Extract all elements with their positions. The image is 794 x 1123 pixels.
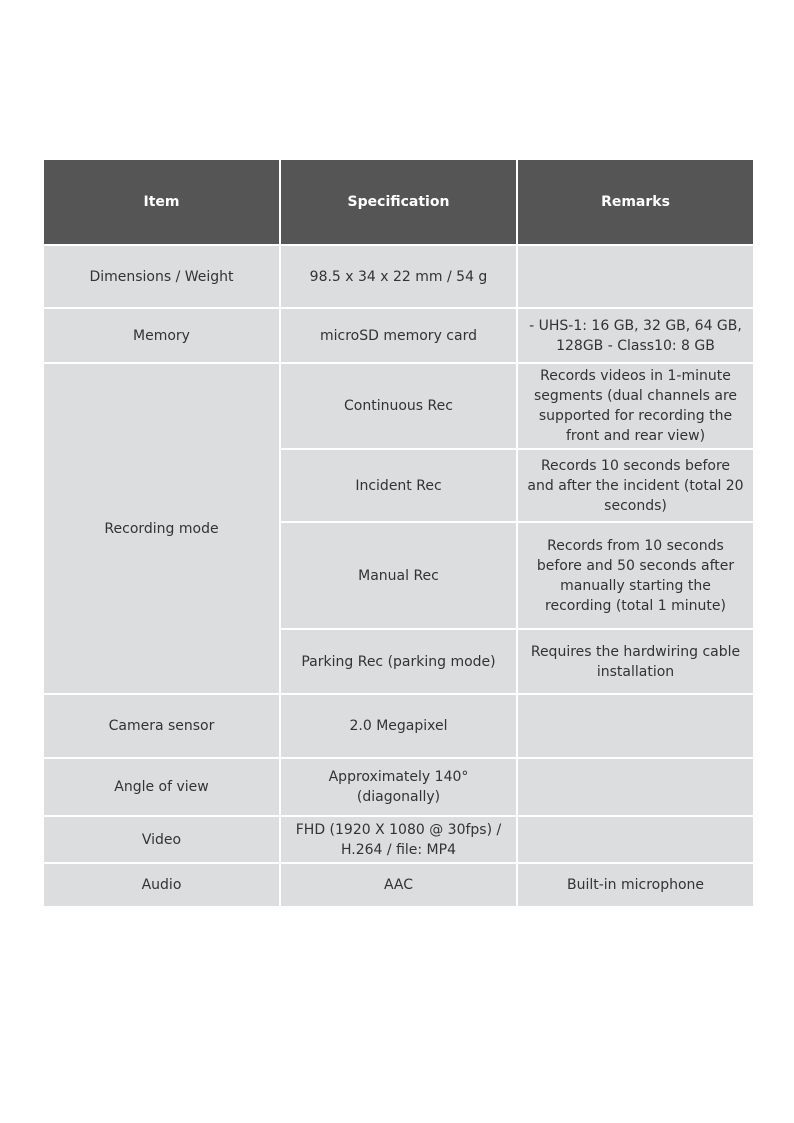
remarks-cell [517,816,754,863]
specification-cell: AAC [280,863,517,907]
remarks-cell: Records 10 seconds before and after the incident (total 20 seconds) [517,449,754,522]
header-item: Item [43,159,280,245]
specification-cell: Parking Rec (parking mode) [280,629,517,694]
item-cell: Audio [43,863,280,907]
header-specification: Specification [280,159,517,245]
table-row [43,308,754,363]
spec-table [42,158,755,908]
table-row [43,816,754,863]
table-row [43,758,754,816]
specification-cell: Approximately 140° (diagonally) [280,758,517,816]
specification-cell: microSD memory card [280,308,517,363]
table-row [43,694,754,758]
item-cell: Dimensions / Weight [43,245,280,308]
remarks-cell [517,694,754,758]
table-row [43,363,754,449]
table-row [43,245,754,308]
specification-cell: 98.5 x 34 x 22 mm / 54 g [280,245,517,308]
item-cell: Memory [43,308,280,363]
item-cell: Camera sensor [43,694,280,758]
remarks-cell: Built-in microphone [517,863,754,907]
remarks-cell: - UHS-1: 16 GB, 32 GB, 64 GB, 128GB - Class10: 8 GB [517,308,754,363]
item-cell: Angle of view [43,758,280,816]
remarks-cell: Records videos in 1-minute segments (dual channels are supported for recording the front and rear view) [517,363,754,449]
table-row [43,863,754,907]
specification-cell: 2.0 Megapixel [280,694,517,758]
specification-cell: Manual Rec [280,522,517,629]
specification-cell: Continuous Rec [280,363,517,449]
item-cell: Video [43,816,280,863]
header-remarks: Remarks [517,159,754,245]
table-header-row [43,159,754,245]
remarks-cell [517,245,754,308]
remarks-cell: Requires the hardwiring cable installation [517,629,754,694]
specification-cell: Incident Rec [280,449,517,522]
item-cell-recording-mode: Recording mode [43,363,280,694]
specification-cell: FHD (1920 X 1080 @ 30fps) / H.264 / file: MP4 [280,816,517,863]
remarks-cell [517,758,754,816]
remarks-cell: Records from 10 seconds before and 50 seconds after manually starting the recording (total 1 minute) [517,522,754,629]
